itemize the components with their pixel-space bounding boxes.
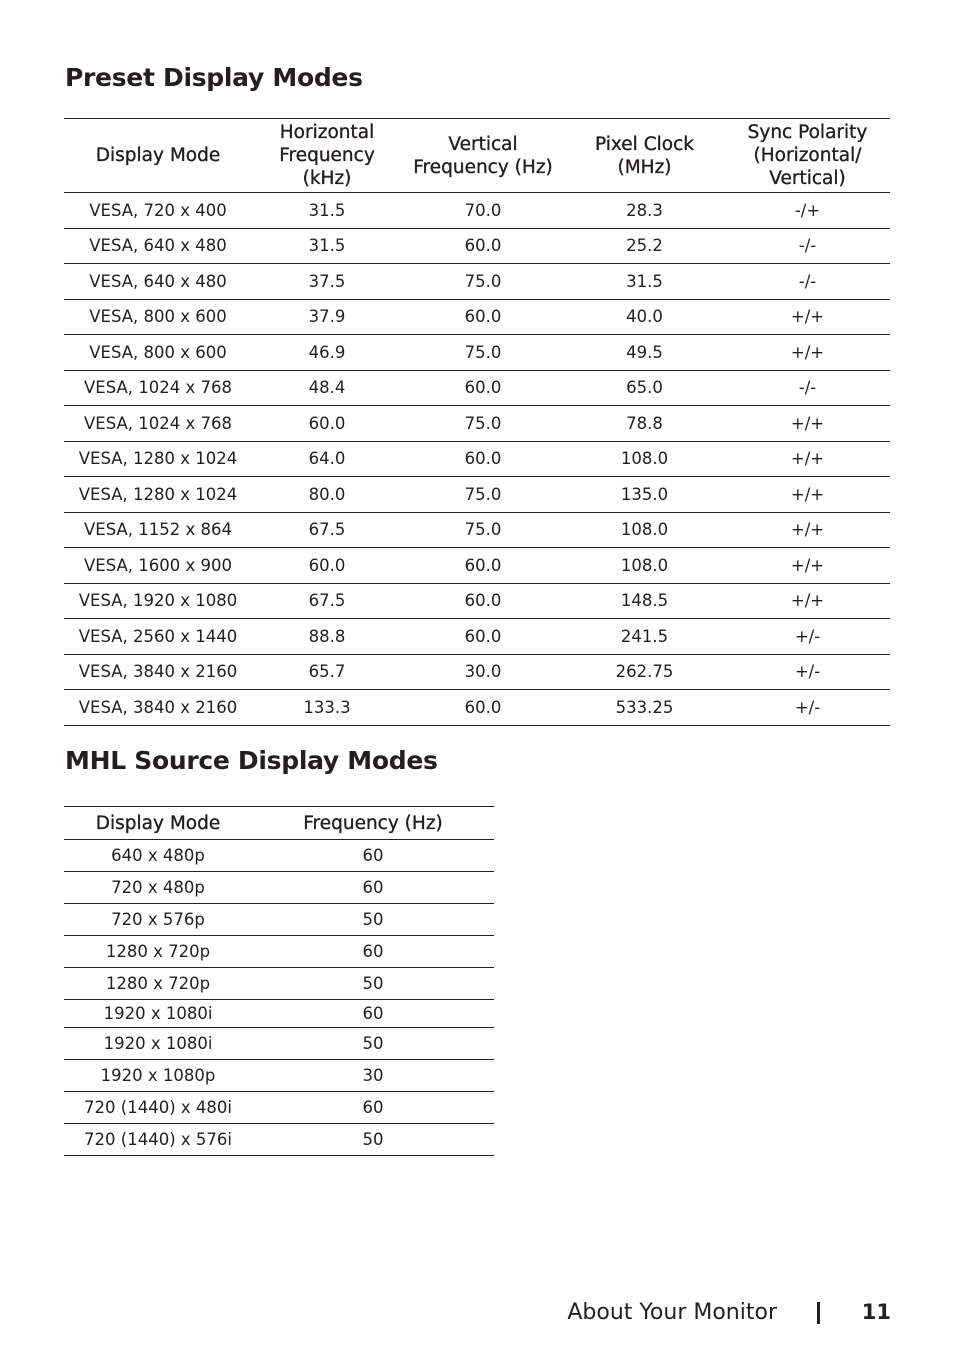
table-cell: 1280 x 720p <box>64 936 252 968</box>
table-cell: 108.0 <box>564 512 725 548</box>
table-cell: 67.5 <box>252 512 402 548</box>
table-cell: 75.0 <box>402 477 564 513</box>
table-cell: 25.2 <box>564 228 725 264</box>
table-cell: VESA, 2560 x 1440 <box>64 619 252 655</box>
table-cell: +/+ <box>725 548 890 584</box>
table-row <box>64 936 494 968</box>
table-cell: +/- <box>725 690 890 726</box>
table-row <box>64 299 890 335</box>
table-cell: 108.0 <box>564 441 725 477</box>
table-cell: +/+ <box>725 335 890 371</box>
mhl-modes-table <box>64 806 494 1156</box>
preset-modes-heading: Preset Display Modes <box>65 63 363 92</box>
table-row <box>64 548 890 584</box>
table-cell: 60.0 <box>402 299 564 335</box>
table-row <box>64 904 494 936</box>
table-row <box>64 872 494 904</box>
table-cell: 49.5 <box>564 335 725 371</box>
table-cell: 60 <box>252 1092 494 1124</box>
table-cell: 60 <box>252 1000 494 1028</box>
table-row <box>64 840 494 872</box>
table-cell: VESA, 800 x 600 <box>64 299 252 335</box>
table-cell: 60 <box>252 840 494 872</box>
table-cell: 30.0 <box>402 654 564 690</box>
table-cell: -/- <box>725 370 890 406</box>
table-cell: 50 <box>252 1028 494 1060</box>
table-row <box>64 1124 494 1156</box>
table-cell: -/- <box>725 228 890 264</box>
table-cell: +/- <box>725 619 890 655</box>
table-row <box>64 1000 494 1028</box>
table-cell: 70.0 <box>402 193 564 229</box>
table-cell: 1280 x 720p <box>64 968 252 1000</box>
table-row <box>64 690 890 726</box>
column-header: Pixel Clock (MHz) <box>564 119 725 193</box>
table-cell: 1920 x 1080i <box>64 1028 252 1060</box>
table-cell: 1920 x 1080i <box>64 1000 252 1028</box>
table-cell: 37.9 <box>252 299 402 335</box>
table-cell: +/+ <box>725 512 890 548</box>
table-cell: 46.9 <box>252 335 402 371</box>
table-row <box>64 1028 494 1060</box>
table-cell: 75.0 <box>402 406 564 442</box>
column-header: Sync Polarity (Horizontal/ Vertical) <box>725 119 890 193</box>
table-cell: 31.5 <box>252 228 402 264</box>
table-row <box>64 512 890 548</box>
column-header: Vertical Frequency (Hz) <box>402 119 564 193</box>
table-cell: 48.4 <box>252 370 402 406</box>
table-cell: 78.8 <box>564 406 725 442</box>
table-cell: 60.0 <box>402 583 564 619</box>
table-cell: 133.3 <box>252 690 402 726</box>
table-cell: 88.8 <box>252 619 402 655</box>
table-row <box>64 968 494 1000</box>
table-row <box>64 583 890 619</box>
mhl-header-row <box>64 807 494 840</box>
table-cell: 108.0 <box>564 548 725 584</box>
table-cell: 148.5 <box>564 583 725 619</box>
table-cell: 30 <box>252 1060 494 1092</box>
table-cell: 640 x 480p <box>64 840 252 872</box>
table-cell: 60 <box>252 872 494 904</box>
table-cell: +/+ <box>725 477 890 513</box>
table-cell: VESA, 1152 x 864 <box>64 512 252 548</box>
column-header: Display Mode <box>64 119 252 193</box>
table-cell: 31.5 <box>252 193 402 229</box>
table-cell: VESA, 1280 x 1024 <box>64 441 252 477</box>
table-cell: 28.3 <box>564 193 725 229</box>
table-cell: VESA, 720 x 400 <box>64 193 252 229</box>
table-cell: 65.7 <box>252 654 402 690</box>
table-cell: 75.0 <box>402 264 564 300</box>
table-cell: 75.0 <box>402 335 564 371</box>
table-cell: 60.0 <box>402 619 564 655</box>
table-cell: 720 (1440) x 576i <box>64 1124 252 1156</box>
table-cell: 60.0 <box>402 228 564 264</box>
page-footer <box>0 1300 954 1328</box>
table-cell: 533.25 <box>564 690 725 726</box>
table-cell: VESA, 640 x 480 <box>64 264 252 300</box>
table-cell: 31.5 <box>564 264 725 300</box>
table-cell: -/- <box>725 264 890 300</box>
table-row <box>64 193 890 229</box>
table-cell: VESA, 800 x 600 <box>64 335 252 371</box>
table-cell: 1920 x 1080p <box>64 1060 252 1092</box>
table-cell: 37.5 <box>252 264 402 300</box>
table-row <box>64 370 890 406</box>
table-row <box>64 264 890 300</box>
table-cell: 40.0 <box>564 299 725 335</box>
table-cell: +/+ <box>725 441 890 477</box>
preset-modes-table <box>64 118 890 726</box>
table-cell: +/+ <box>725 406 890 442</box>
table-cell: VESA, 3840 x 2160 <box>64 690 252 726</box>
footer-section-title: About Your Monitor <box>567 1300 777 1325</box>
footer-separator <box>817 1302 820 1324</box>
table-cell: 60.0 <box>252 406 402 442</box>
table-cell: VESA, 1280 x 1024 <box>64 477 252 513</box>
table-cell: VESA, 1600 x 900 <box>64 548 252 584</box>
table-cell: 64.0 <box>252 441 402 477</box>
table-cell: 75.0 <box>402 512 564 548</box>
table-row <box>64 654 890 690</box>
table-row <box>64 441 890 477</box>
mhl-modes-heading: MHL Source Display Modes <box>65 746 438 775</box>
table-cell: 80.0 <box>252 477 402 513</box>
table-cell: 60.0 <box>252 548 402 584</box>
table-cell: 60.0 <box>402 370 564 406</box>
table-cell: 262.75 <box>564 654 725 690</box>
table-cell: +/+ <box>725 583 890 619</box>
table-cell: 241.5 <box>564 619 725 655</box>
table-cell: +/+ <box>725 299 890 335</box>
table-cell: 50 <box>252 968 494 1000</box>
column-header: Frequency (Hz) <box>252 807 494 840</box>
table-row <box>64 406 890 442</box>
table-cell: VESA, 640 x 480 <box>64 228 252 264</box>
table-cell: 60.0 <box>402 548 564 584</box>
table-row <box>64 335 890 371</box>
table-cell: 67.5 <box>252 583 402 619</box>
column-header: Horizontal Frequency (kHz) <box>252 119 402 193</box>
preset-header-row <box>64 119 890 193</box>
table-cell: 60 <box>252 936 494 968</box>
table-cell: 135.0 <box>564 477 725 513</box>
table-row <box>64 228 890 264</box>
table-row <box>64 1060 494 1092</box>
table-cell: VESA, 1024 x 768 <box>64 406 252 442</box>
table-cell: 60.0 <box>402 690 564 726</box>
table-cell: 50 <box>252 1124 494 1156</box>
table-cell: 720 x 576p <box>64 904 252 936</box>
table-cell: 720 x 480p <box>64 872 252 904</box>
table-row <box>64 477 890 513</box>
table-cell: +/- <box>725 654 890 690</box>
table-cell: -/+ <box>725 193 890 229</box>
table-cell: 720 (1440) x 480i <box>64 1092 252 1124</box>
table-cell: VESA, 1024 x 768 <box>64 370 252 406</box>
column-header: Display Mode <box>64 807 252 840</box>
table-cell: 50 <box>252 904 494 936</box>
table-cell: VESA, 3840 x 2160 <box>64 654 252 690</box>
table-cell: 60.0 <box>402 441 564 477</box>
table-cell: 65.0 <box>564 370 725 406</box>
table-row <box>64 619 890 655</box>
table-cell: VESA, 1920 x 1080 <box>64 583 252 619</box>
page-number: 11 <box>861 1300 891 1324</box>
table-row <box>64 1092 494 1124</box>
